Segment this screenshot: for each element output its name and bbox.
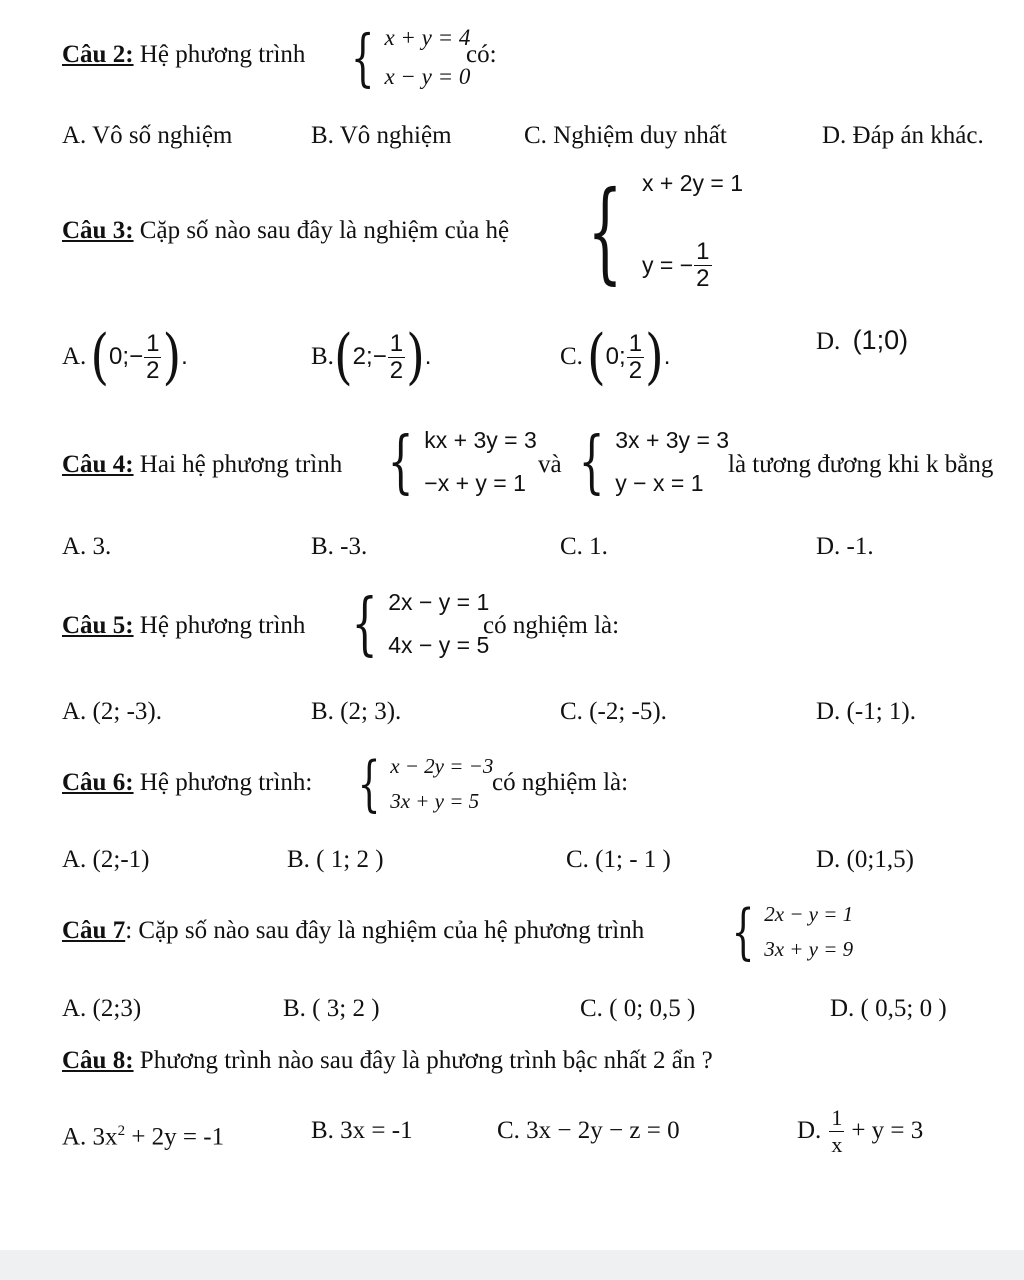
option-c[interactable]: C. (-2; -5). — [560, 698, 667, 725]
equation-system — [570, 168, 743, 294]
option-a[interactable]: A. (2;3) — [62, 995, 142, 1022]
question-8 — [62, 1046, 713, 1076]
equation-system — [343, 22, 470, 92]
question-tail: có nghiệm là: — [483, 612, 620, 639]
option-a[interactable]: A. ( 0;− $\frac{1}{2}$ ) . — [62, 322, 188, 392]
question-label: Câu 2: — [62, 41, 134, 68]
equation-1: x − 2y = −3 — [390, 754, 494, 778]
equation-2: y − x = 1 — [615, 470, 704, 496]
option-c[interactable]: C. ( 0; $\frac{1}{2}$ ) . — [560, 322, 671, 392]
question-text: : Cặp số nào sau đây là nghiệm của hệ phương trình — [125, 917, 645, 944]
equation-2: 4x − y = 5 — [388, 632, 490, 658]
equation-2: x − y = 0 — [384, 64, 471, 89]
question-tail: có nghiệm là: — [492, 769, 629, 796]
left-brace: { — [357, 749, 381, 819]
option-b[interactable]: B. ( 1; 2 ) — [287, 846, 384, 873]
question-3 — [62, 216, 509, 246]
option-b[interactable]: B. 3x = -1 — [311, 1117, 413, 1144]
equation-system-1 — [379, 424, 537, 500]
question-4 — [62, 450, 342, 480]
question-2 — [62, 40, 305, 70]
left-brace: { — [731, 897, 755, 967]
option-c[interactable]: C. 3x − 2y − z = 0 — [497, 1117, 680, 1144]
left-brace: { — [587, 167, 623, 295]
question-tail: có: — [466, 41, 497, 68]
left-brace: { — [387, 422, 414, 502]
left-brace: { — [350, 20, 375, 94]
question-label: Câu 4: — [62, 451, 134, 478]
question-label: Câu 8: — [62, 1047, 134, 1074]
option-d[interactable]: D. $\frac{1}{x}$ + y = 3 — [797, 1104, 924, 1157]
question-label: Câu 6: — [62, 769, 134, 796]
conjunction: và — [538, 451, 562, 478]
question-text: Hệ phương trình — [139, 612, 306, 639]
question-label: Câu 3: — [62, 217, 134, 244]
option-a[interactable]: A. $3x^2 + 2y = -1$ — [62, 1123, 225, 1151]
option-b[interactable]: B. ( 2;− $\frac{1}{2}$ ) . — [311, 322, 432, 392]
option-b[interactable]: B. -3. — [311, 533, 368, 560]
option-a[interactable]: A. (2; -3). — [62, 698, 162, 725]
option-c[interactable]: C. ( 0; 0,5 ) — [580, 995, 696, 1022]
equation-2: 3x + y = 5 — [390, 789, 480, 813]
question-5 — [62, 611, 305, 641]
equation-system — [343, 586, 489, 662]
left-brace: { — [351, 584, 378, 664]
question-text: Hệ phương trình — [139, 41, 306, 68]
option-d[interactable]: D. -1. — [816, 533, 874, 560]
equation-1: 2x − y = 1 — [764, 902, 854, 926]
question-6 — [62, 768, 312, 798]
equation-system-2 — [570, 424, 729, 500]
question-text: Cặp số nào sau đây là nghiệm của hệ — [139, 217, 510, 244]
option-d[interactable]: D. ( 0,5; 0 ) — [830, 995, 947, 1022]
equation-2: −x + y = 1 — [424, 470, 526, 496]
equation-system — [724, 898, 853, 966]
option-a[interactable]: A. Vô số nghiệm — [62, 122, 233, 149]
question-tail: là tương đương khi k bằng — [728, 451, 994, 478]
equation-2: 3x + y = 9 — [764, 937, 854, 961]
equation-1: 2x − y = 1 — [388, 589, 490, 615]
equation-1: x + 2y = 1 — [642, 170, 744, 196]
option-b[interactable]: B. ( 3; 2 ) — [283, 995, 380, 1022]
option-d[interactable]: D. Đáp án khác. — [822, 122, 984, 149]
option-c[interactable]: C. Nghiệm duy nhất — [524, 122, 727, 149]
question-text: Hệ phương trình: — [139, 769, 313, 796]
equation-2: y = − $\frac{1}{2}$ — [642, 238, 710, 292]
option-c[interactable]: C. 1. — [560, 533, 608, 560]
question-7 — [62, 916, 644, 946]
equation-1: 3x + 3y = 3 — [615, 427, 730, 453]
equation-system — [350, 750, 493, 818]
option-d[interactable]: D. (1;0) — [816, 325, 909, 355]
option-d[interactable]: D. (0;1,5) — [816, 846, 914, 873]
option-c[interactable]: C. (1; - 1 ) — [566, 846, 671, 873]
equation-1: kx + 3y = 3 — [424, 427, 537, 453]
option-b[interactable]: B. Vô nghiệm — [311, 122, 452, 149]
option-a[interactable]: A. (2;-1) — [62, 846, 150, 873]
question-text: Phương trình nào sau đây là phương trình bậc nhất 2 ẩn ? — [139, 1047, 713, 1074]
question-text: Hai hệ phương trình — [139, 451, 343, 478]
equation-1: x + y = 4 — [384, 25, 471, 50]
option-a[interactable]: A. 3. — [62, 533, 112, 560]
left-brace: { — [578, 422, 605, 502]
question-label: Câu 5: — [62, 612, 134, 639]
option-d[interactable]: D. (-1; 1). — [816, 698, 916, 725]
option-b[interactable]: B. (2; 3). — [311, 698, 402, 725]
question-label: Câu 7 — [62, 917, 126, 944]
page-bottom-strip — [0, 1250, 1024, 1280]
